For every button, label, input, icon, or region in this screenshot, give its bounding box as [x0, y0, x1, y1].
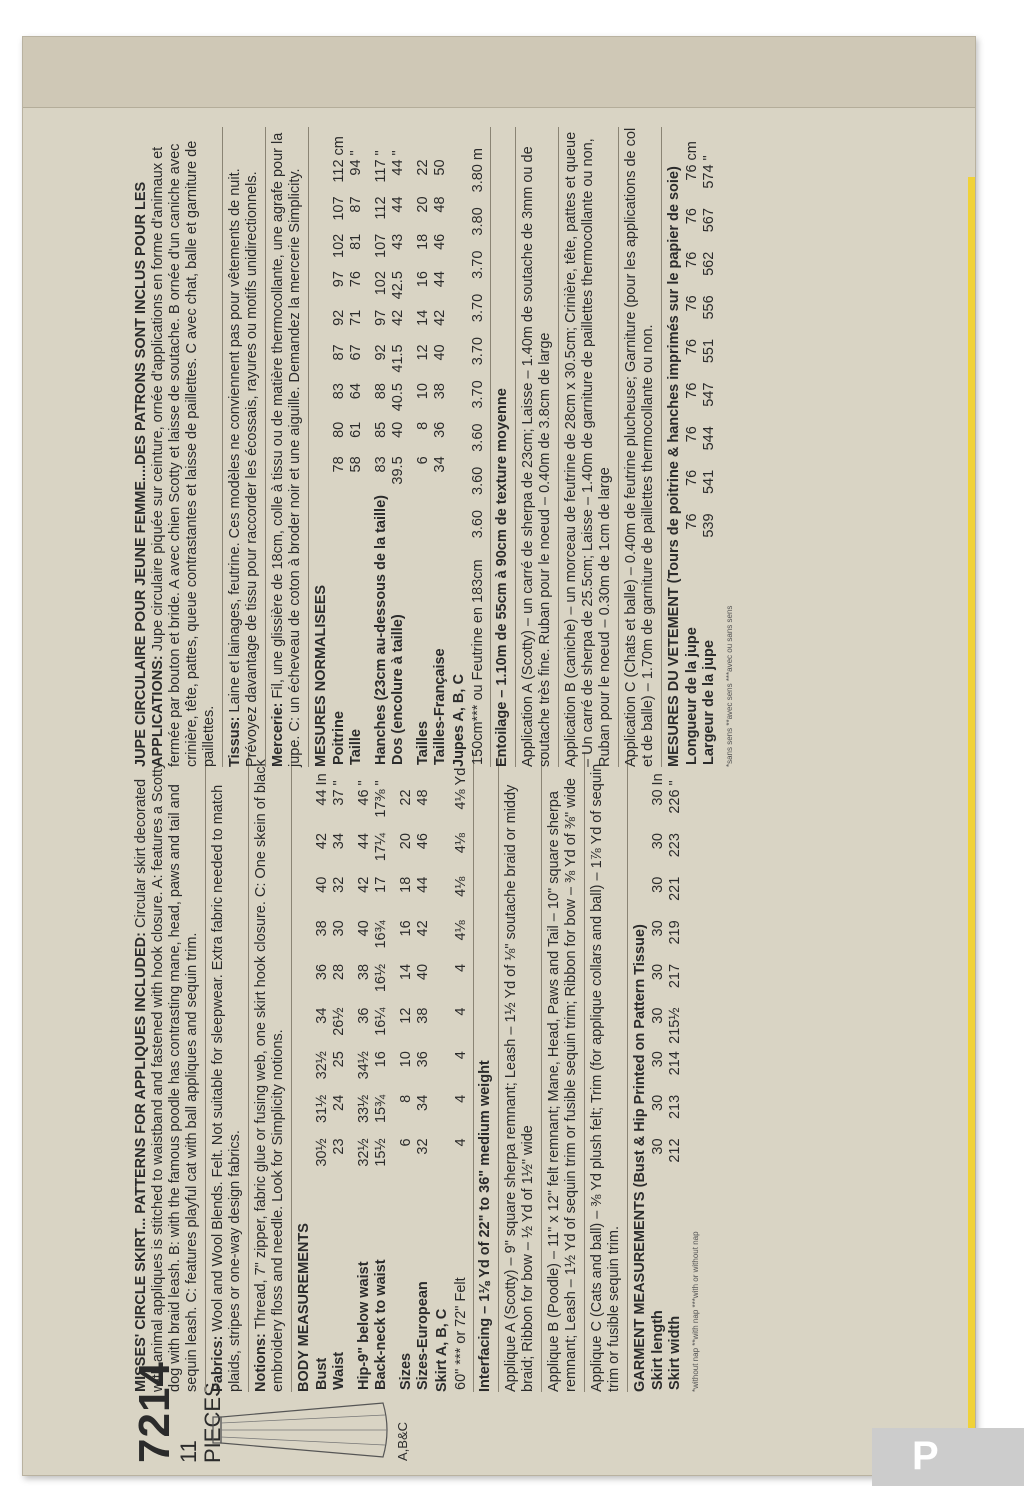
cell-value: 46 — [356, 789, 372, 806]
skirt-label: Skirt A, B, C — [434, 1308, 450, 1392]
cell-value: 76 — [684, 295, 700, 312]
cell-value: 15¾ — [373, 1094, 389, 1124]
cell-value: 16 — [415, 271, 431, 288]
row-label: Bust — [314, 1357, 330, 1390]
cell-value: 46 — [432, 233, 448, 250]
cell-value: 8 — [398, 1094, 414, 1103]
cell-value: 71 — [348, 309, 364, 326]
cell-value: 44 — [415, 876, 431, 893]
body-measurements-title: BODY MEASUREMENTS — [296, 1223, 312, 1392]
table-row — [348, 127, 365, 767]
yellow-edge-strip — [968, 177, 976, 1437]
skirt-yardage — [434, 752, 451, 1392]
cell-value: 574 — [701, 164, 717, 189]
interfacing: Interfacing – 1⅛ Yd of 22" to 36" medium weight — [477, 752, 499, 1392]
table-row — [314, 752, 331, 1392]
cell-value: 32½ — [314, 1051, 330, 1080]
cell-value: 30 — [331, 920, 347, 937]
cell-value: 64 — [348, 383, 364, 400]
cell-value: 44 — [390, 159, 406, 176]
english-description — [133, 752, 206, 1392]
table-row — [432, 127, 449, 767]
row-unit: In — [650, 773, 666, 786]
table-row — [470, 127, 487, 767]
fabrics-label: Fabrics: — [210, 1335, 226, 1392]
french-footnote: *sans sens **avec sens ***avec ou sans sens — [725, 605, 734, 767]
row-unit — [415, 127, 432, 157]
table-row — [373, 752, 390, 1392]
envelope-flap — [23, 37, 975, 108]
english-notions — [253, 752, 292, 1392]
row-unit: cm — [331, 136, 347, 156]
english-fabrics — [210, 752, 249, 1392]
mesures-vetement-table — [684, 127, 718, 767]
cell-value: 4 — [453, 1007, 469, 1016]
row-unit: " — [356, 780, 372, 786]
french-description-text: Jupe circulaire piquée sur ceinture, ornée d'applications en forme d'animaux et fermée par bouton et bride. A avec chien Scotty et laisse de soutache. B ornée d'un caniche avec crinière, tête, pattes, queue contrastantes et laisse de paillettes. C avec chat, balle et garniture de paillettes. — [150, 140, 217, 767]
cell-value: 42.5 — [390, 271, 406, 300]
cell-value: 46 — [415, 833, 431, 850]
felt-unit: Yd — [453, 767, 469, 786]
cell-value: 76 — [684, 164, 700, 181]
cell-value: 42 — [390, 309, 406, 326]
cell-value: 556 — [701, 295, 717, 320]
cell-value: 20 — [398, 833, 414, 850]
cell-value: 34 — [331, 833, 347, 850]
cell-value: 76 — [684, 426, 700, 443]
cell-value: 12 — [398, 1007, 414, 1024]
cell-value: 12 — [415, 344, 431, 361]
row-label: Skirt length — [650, 1310, 666, 1390]
cell-value: 217 — [667, 963, 683, 989]
cell-value: 30 — [650, 1007, 666, 1024]
cell-value: 544 — [701, 426, 717, 451]
cell-value: 40 — [432, 344, 448, 361]
french-title: JUPE CIRCULAIRE POUR JEUNE FEMME....DES PATRONS SONT INCLUS POUR LES APPLICATIONS: — [133, 181, 166, 767]
cell-value: 33½ — [356, 1094, 372, 1124]
cell-value: 83 — [373, 456, 389, 473]
table-row — [415, 127, 432, 767]
cell-value: 67 — [348, 344, 364, 361]
table-row — [415, 752, 432, 1392]
cell-value: 36 — [356, 1007, 372, 1024]
cell-value: 32½ — [356, 1138, 372, 1167]
cell-value: 30 — [650, 789, 666, 806]
cell-value: 34 — [432, 456, 448, 473]
table-row — [373, 127, 390, 767]
cell-value: 32 — [415, 1138, 431, 1155]
cell-value: 17¼ — [373, 833, 389, 862]
cell-value: 58 — [348, 456, 364, 473]
cell-value: 31½ — [314, 1094, 330, 1124]
cell-value: 539 — [701, 513, 717, 538]
applique-a: Applique A (Scotty) – 9" square sherpa remnant; Leash – 1½ Yd of ⅛" soutache braid or middy braid; Ribbon for bow – ½ Yd of 1½" wide — [503, 752, 542, 1392]
cell-value: 16 — [373, 1051, 389, 1068]
cell-value: 4⅛ — [453, 920, 469, 941]
cell-value: 20 — [415, 196, 431, 213]
cell-value: 76 — [348, 271, 364, 288]
entoilage: Entoilage – 1.10m de 55cm à 90cm de texture moyenne — [494, 127, 516, 767]
cell-value: 76 — [684, 469, 700, 486]
cell-value: 22 — [398, 789, 414, 806]
english-description-text: Circular skirt decorated with animal appliques is stitched to waistband and fastened with hook closure. A: features a Scotty dog with braid leash. B: with the famous poodle has contrasting mane, head, paws and tail and sequin leash. C: features playful cat with ball appliques and sequin trim. — [133, 761, 200, 1392]
badge-letter: P — [912, 1434, 943, 1478]
row-unit: In — [314, 773, 330, 786]
cell-value: 78 — [331, 456, 347, 473]
cell-value: 213 — [667, 1094, 683, 1120]
cell-value: 4 — [453, 963, 469, 973]
cell-value: 87 — [348, 196, 364, 213]
table-row — [453, 752, 470, 1392]
cell-value: 14 — [415, 309, 431, 326]
row-label: Back-neck to waist — [373, 1259, 389, 1390]
cell-value: 85 — [373, 421, 389, 438]
mercerie-label: Mercerie: — [270, 702, 286, 767]
cell-value: 3.60 — [470, 466, 486, 495]
cell-value: 30½ — [314, 1138, 330, 1167]
cell-value: 18 — [398, 876, 414, 893]
cell-value: 26½ — [331, 1007, 347, 1036]
french-tissus — [227, 127, 266, 767]
row-label: Largeur de la jupe — [701, 640, 717, 765]
cell-value: 219 — [667, 920, 683, 945]
english-title: MISSES' CIRCLE SKIRT... PATTERNS FOR APPLIQUES INCLUDED: — [133, 932, 149, 1392]
cell-value: 30 — [650, 1051, 666, 1068]
applique-c: Applique C (Cats and ball) – ⅜ Yd plush felt; Trim (for applique collars and ball) – 1⅞ Yd of sequin trim or fusible sequin trim. — [589, 752, 628, 1392]
mesures-normalisees-table — [331, 127, 449, 767]
table-row — [331, 127, 348, 767]
cell-value: 34½ — [356, 1051, 372, 1080]
cell-value: 14 — [398, 963, 414, 981]
cell-value: 76 — [684, 251, 700, 268]
cell-value: 40 — [415, 963, 431, 981]
cell-value: 541 — [701, 469, 717, 495]
cell-value: 4⅛ — [453, 876, 469, 897]
tissus-text: Laine et lainages, feutrine. Ces modèles ne conviennent pas pour vêtements de nuit. Prévoyez davantage de tissu pour raccorder les écossais, rayures ou motifs unidirectionnels. — [227, 168, 260, 767]
english-column — [133, 752, 704, 1392]
cell-value: 3.80 — [470, 207, 486, 236]
cell-value: 112 — [331, 159, 347, 183]
cell-value: 92 — [331, 309, 347, 326]
row-label: Hanches (23cm au-dessous de la taille) — [373, 495, 389, 765]
table-row — [390, 127, 407, 767]
cell-value: 83 — [331, 383, 347, 400]
cell-value: 23 — [331, 1138, 347, 1155]
mercerie-text: Fil, une glissière de 18cm, colle à tissu ou de matière thermocollante, une agrafe pour la jupe. C: un écheveau de coton à broder noir et une aiguille. Demandez la mercerie Simplicity. — [270, 132, 303, 767]
cell-value: 30 — [650, 833, 666, 850]
cell-value: 39.5 — [390, 456, 406, 485]
cell-value: 3.60 — [470, 510, 486, 539]
cell-value: 36 — [432, 421, 448, 438]
cell-value: 107 — [331, 196, 347, 221]
cell-value: 18 — [415, 233, 431, 250]
cell-value: 6 — [415, 456, 431, 465]
cell-value: 30 — [650, 920, 666, 937]
cell-value: 37 — [331, 789, 347, 806]
cell-value: 3.70 — [470, 380, 486, 409]
notions-label: Notions: — [253, 1333, 269, 1392]
cell-value: 226 — [667, 789, 683, 814]
row-unit: " — [390, 150, 406, 156]
cell-value: 10 — [398, 1051, 414, 1068]
pattern-envelope-back — [22, 36, 976, 1476]
cell-value: 221 — [667, 876, 683, 901]
cell-value: 30 — [650, 1138, 666, 1155]
cell-value: 16 — [398, 920, 414, 937]
cell-value: 44 — [356, 833, 372, 850]
cell-value: 16½ — [373, 963, 389, 993]
cell-value: 94 — [348, 159, 364, 176]
table-row — [398, 752, 415, 1392]
row-unit: cm — [684, 141, 700, 161]
cell-value: 551 — [701, 338, 717, 364]
table-row — [684, 127, 701, 767]
cell-value: 81 — [348, 233, 364, 250]
cell-value: 42 — [356, 876, 372, 893]
row-unit: " — [331, 780, 347, 786]
skirt-silhouette-icon — [211, 1399, 391, 1461]
cell-value: 562 — [701, 251, 717, 276]
felt-label: 60" *** or 72" Felt — [453, 1277, 469, 1390]
cell-value: 34 — [415, 1094, 431, 1111]
cell-value: 36 — [314, 963, 330, 981]
table-row — [701, 127, 718, 767]
applique-b: Applique B (Poodle) – 11" x 12" felt remnant; Mane, Head, Paws and Tail – 10" square sherpa remnant; Leash – 1½ Yd of sequin trim or fusible sequin trim; Ribbon for bow – ⅜ Yd of ⅜" wide — [546, 752, 585, 1392]
cell-value: 40.5 — [390, 383, 406, 412]
row-label: Taille — [348, 729, 364, 765]
cell-value: 50 — [432, 159, 448, 176]
cell-value: 40 — [390, 421, 406, 438]
row-label: Skirt width — [667, 1315, 683, 1390]
tissus-label: Tissus: — [227, 716, 243, 767]
cell-value: 32 — [331, 876, 347, 893]
table-row — [356, 752, 373, 1392]
cell-value: 42 — [314, 833, 330, 850]
cell-value: 16¾ — [373, 920, 389, 949]
row-unit: " — [667, 780, 683, 786]
cell-value: 3.60 — [470, 423, 486, 452]
mesures-normalisees-title: MESURES NORMALISEES — [313, 584, 329, 767]
cell-value: 40 — [314, 876, 330, 893]
cell-value: 212 — [667, 1138, 683, 1163]
table-row — [331, 752, 348, 1392]
row-label: Poitrine — [331, 711, 347, 765]
cell-value: 87 — [331, 344, 347, 361]
mesures-vetement-title: MESURES DU VETEMENT (Tours de poitrine & hanches imprimés sur le papier de soie) — [666, 166, 682, 767]
cell-value: 80 — [331, 421, 347, 438]
cell-value: 30 — [650, 1094, 666, 1111]
cell-value: 38 — [415, 1007, 431, 1024]
fabrics-text: Wool and Wool Blends. Felt. Not suitable for sleepwear. Extra fabric needed to match plaids, stripes or one-way design fabrics. — [210, 784, 243, 1392]
cell-value: 36 — [415, 1051, 431, 1068]
row-unit: " — [373, 780, 389, 786]
cell-value: 3.70 — [470, 337, 486, 366]
jupes-yardage — [451, 127, 468, 767]
cell-value: 17⅜ — [373, 789, 389, 818]
cell-value: 17 — [373, 876, 389, 893]
cell-value: 40 — [356, 920, 372, 937]
cell-value: 24 — [331, 1094, 347, 1111]
row-unit: " — [701, 155, 717, 161]
cell-value: 214 — [667, 1051, 683, 1076]
jupes-label: Jupes A, B, C — [451, 674, 467, 767]
felt-label: 150cm*** ou Feutrine en 183cm — [470, 559, 486, 765]
cell-value: 30 — [650, 963, 666, 981]
french-description — [133, 127, 223, 767]
feutrine-yardage-table — [470, 127, 487, 767]
table-row — [650, 752, 667, 1392]
cell-value: 76 — [684, 208, 700, 225]
row-unit: " — [373, 150, 389, 156]
view-label: A,B&C — [395, 1421, 410, 1461]
row-label: Hip-9" below waist — [356, 1261, 372, 1390]
cell-value: 3.70 — [470, 293, 486, 323]
row-label: Tailles-Française — [432, 648, 448, 765]
cell-value: 223 — [667, 833, 683, 858]
french-column — [133, 127, 738, 767]
row-label: Tailles — [415, 720, 431, 765]
row-label: Dos (encolure à taille) — [390, 614, 406, 765]
cell-value: 4 — [453, 1138, 469, 1147]
cell-value: 6 — [398, 1138, 414, 1147]
application-b: Application B (caniche) – un morceau de feutrine de 28cm x 30.5cm; Crinière, tête, pattes et queue – Un carré de sherpa de 25.5cm; Laisse – 1.40m de garniture de paillettes thermocollante ou non, Ruban pour le noeud – 0.30m de 1cm de large — [563, 127, 619, 767]
cell-value: 567 — [701, 208, 717, 233]
cell-value: 48 — [432, 196, 448, 213]
english-footnote: *without nap **with nap ***with or without nap — [691, 1231, 700, 1392]
garment-measurements-title: GARMENT MEASUREMENTS (Bust & Hip Printed on Pattern Tissue) — [632, 924, 648, 1392]
cell-value: 92 — [373, 344, 389, 361]
row-label: Longueur de la jupe — [684, 627, 700, 765]
cell-value: 43 — [390, 233, 406, 250]
cell-value: 22 — [415, 159, 431, 176]
row-unit — [432, 127, 449, 157]
cell-value: 10 — [415, 383, 431, 400]
cell-value: 25 — [331, 1051, 347, 1068]
cell-value: 38 — [432, 383, 448, 400]
row-unit: " — [348, 150, 364, 156]
cell-value: 42 — [432, 309, 448, 326]
cell-value: 4 — [453, 1051, 469, 1060]
cell-value: 44 — [314, 789, 330, 806]
cell-value: 44 — [432, 271, 448, 288]
cell-value: 76 — [684, 513, 700, 530]
row-label: Waist — [331, 1351, 347, 1390]
cell-value: 215½ — [667, 1007, 683, 1044]
cell-value: 3.80 — [470, 164, 486, 193]
cell-value: 41.5 — [390, 344, 406, 373]
pattern-number: 7214 — [130, 1361, 179, 1463]
cell-value: 16¼ — [373, 1007, 389, 1036]
cell-value: 102 — [373, 271, 389, 296]
cell-value: 547 — [701, 382, 717, 407]
cell-value: 88 — [373, 383, 389, 400]
notions-text: Thread, 7" zipper, fabric glue or fusing web, one skirt hook closure. C: One skein of black embroidery floss and needle. Look for Simplicity notions. — [253, 759, 286, 1392]
cell-value: 102 — [331, 233, 347, 258]
cell-value: 4⅛ — [453, 833, 469, 854]
cell-value: 3.70 — [470, 250, 486, 279]
cell-value: 38 — [356, 963, 372, 981]
rotated-pattern-sheet — [130, 107, 973, 1467]
felt-yardage-table — [453, 752, 470, 1392]
row-label: Sizes-European — [415, 1281, 431, 1390]
cell-value: 61 — [348, 421, 364, 438]
cell-value: 4 — [453, 1094, 469, 1103]
cell-value: 76 — [684, 382, 700, 399]
cell-value: 107 — [373, 233, 389, 258]
cell-value: 97 — [331, 271, 347, 288]
cell-value: 38 — [314, 920, 330, 937]
french-mercerie — [270, 127, 309, 767]
cell-value: 28 — [331, 963, 347, 981]
cell-value: 4⅛ — [453, 789, 469, 810]
application-c: Application C (Chats et balle) – 0.40m de feutrine plucheuse; Garniture (pour les applications de col et de balle) – 1.70m de garniture de paillettes thermocollante ou non. — [623, 127, 662, 767]
body-measurements-table — [314, 752, 432, 1392]
cell-value: 112 — [373, 196, 389, 220]
cell-value: 8 — [415, 421, 431, 430]
cell-value: 34 — [314, 1007, 330, 1024]
cell-value: 97 — [373, 309, 389, 326]
cell-value: 30 — [650, 876, 666, 893]
row-label: Sizes — [398, 1352, 414, 1390]
table-row — [667, 752, 684, 1392]
cell-value: 42 — [415, 920, 431, 937]
cell-value: 76 — [684, 338, 700, 356]
pieces-count: 11 PIECES — [176, 1382, 225, 1463]
corner-badge — [872, 1428, 1024, 1486]
cell-value: 44 — [390, 196, 406, 213]
cell-value: 117 — [373, 159, 389, 183]
cell-value: 48 — [415, 789, 431, 806]
application-a: Application A (Scotty) – un carré de sherpa de 23cm; Laisse – 1.40m de soutache de 3mm ou de soutache très fine. Ruban pour le noeud – 0.40m de 3.8cm de large — [520, 127, 559, 767]
garment-measurements-table — [650, 752, 684, 1392]
cell-value: 15½ — [373, 1138, 389, 1167]
felt-unit: m — [470, 148, 486, 161]
